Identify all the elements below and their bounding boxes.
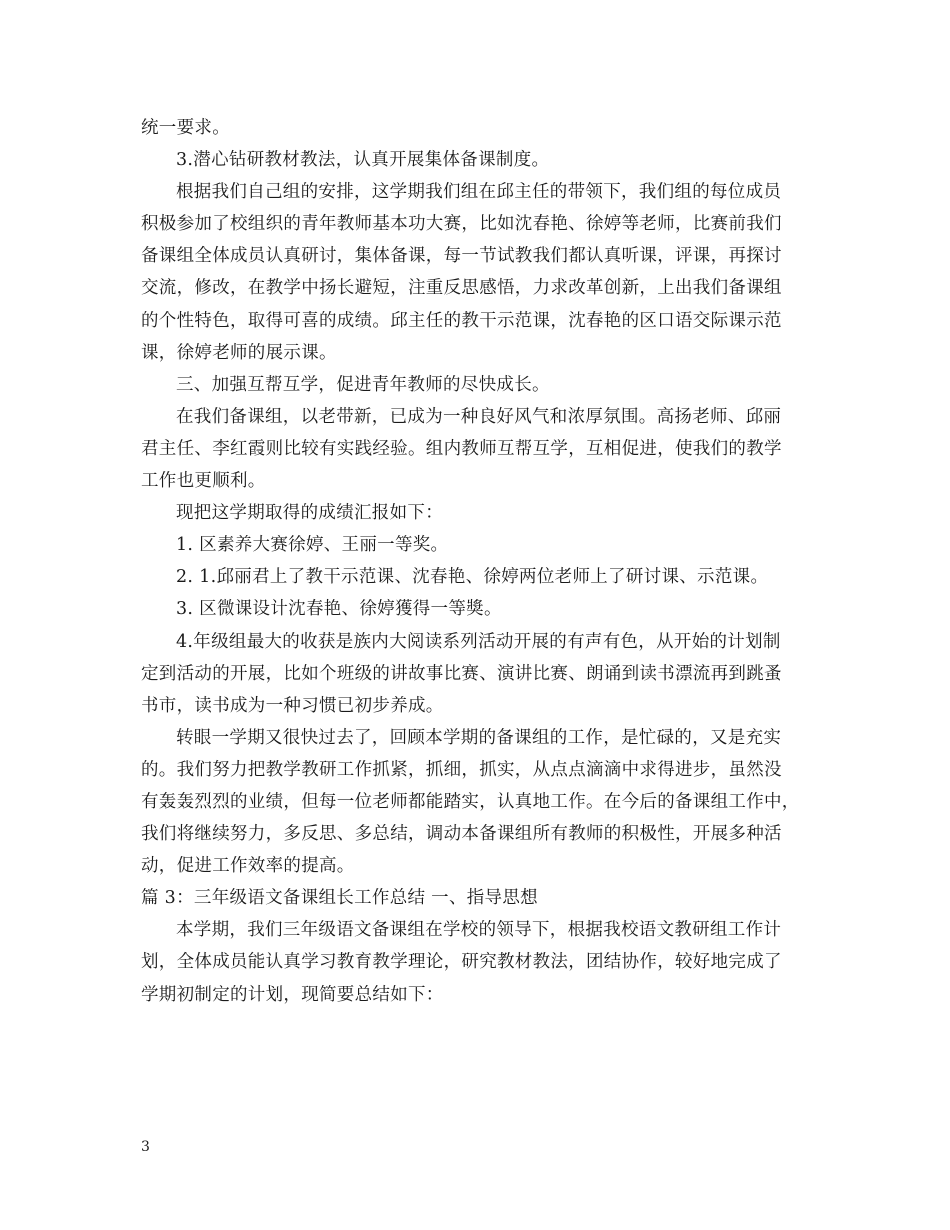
text-line: 课，徐婷老师的展示课。 bbox=[141, 342, 337, 363]
text-line: 4.年级组最大的收获是族内大阅读系列活动开展的有声有色，从开始的计划制 bbox=[176, 631, 781, 652]
text-line: 定到活动的开展，比如个班级的讲故事比赛、演讲比赛、朗诵到读书漂流再到跳蚤 bbox=[141, 663, 782, 684]
page-number: 3 bbox=[141, 1139, 150, 1155]
text-line: 书市，读书成为一种习惯已初步养成。 bbox=[141, 695, 444, 716]
text-line: 备课组全体成员认真研讨，集体备课，每一节试教我们都认真听课，评课，再探讨 bbox=[141, 246, 782, 267]
text-line: 3.潜心钻研教材教法，认真开展集体备课制度。 bbox=[176, 150, 550, 171]
text-line: 的。我们努力把教学教研工作抓紧，抓细，抓实，从点点滴滴中求得进步，虽然没 bbox=[141, 759, 782, 780]
text-line: 转眼一学期又很快过去了，回顾本学期的备课组的工作，是忙碌的，又是充实 bbox=[176, 727, 782, 748]
text-line: 学期初制定的计划，现简要总结如下： bbox=[141, 984, 444, 1005]
text-line: 我们将继续努力，多反思、多总结，调动本备课组所有教师的积极性，开展多种活 bbox=[141, 824, 782, 845]
text-line: 3. 区微课设计沈春艳、徐婷獲得一等獎。 bbox=[176, 599, 502, 620]
text-line: 动，促进工作效率的提高。 bbox=[141, 856, 355, 877]
text-line: 三、加强互帮互学，促进青年教师的尽快成长。 bbox=[176, 374, 550, 395]
text-line: 工作也更顺利。 bbox=[141, 471, 266, 492]
text-line: 交流，修改，在教学中扬长避短，注重反思感悟，力求改革创新，上出我们备课组 bbox=[141, 278, 782, 299]
text-line: 的个性特色，取得可喜的成绩。邱主任的教干示范课，沈春艳的区口语交际课示范 bbox=[141, 310, 782, 331]
text-line: 统一要求。 bbox=[141, 118, 230, 138]
text-line: 君主任、李红霞则比较有实践经验。组内教师互帮互学，互相促进，使我们的教学 bbox=[141, 438, 782, 459]
text-line: 积极参加了校组织的青年教师基本功大赛，比如沈春艳、徐婷等老师，比赛前我们 bbox=[141, 214, 782, 235]
text-line: 1. 区素养大赛徐婷、王丽一等奖。 bbox=[176, 535, 449, 556]
text-line: 有轰轰烈烈的业绩，但每一位老师都能踏实，认真地工作。在今后的备课组工作中， bbox=[141, 791, 800, 812]
text-line: 在我们备课组，以老带新，已成为一种良好风气和浓厚氛围。高扬老师、邱丽 bbox=[176, 406, 782, 427]
text-line: 划，全体成员能认真学习教育教学理论，研究教材教法，团结协作，较好地完成了 bbox=[141, 952, 782, 973]
document-body bbox=[141, 112, 821, 1011]
text-line: 篇 3：三年级语文备课组长工作总结 一、指导思想 bbox=[141, 888, 538, 909]
text-line: 现把这学期取得的成绩汇报如下： bbox=[176, 503, 443, 524]
text-line: 本学期，我们三年级语文备课组在学校的领导下，根据我校语文教研组工作计 bbox=[176, 920, 782, 941]
text-line: 根据我们自己组的安排，这学期我们组在邱主任的带领下，我们组的每位成员 bbox=[176, 182, 782, 203]
text-line: 2. 1.邱丽君上了教干示范课、沈春艳、徐婷两位老师上了研讨课、示范课。 bbox=[176, 567, 769, 588]
